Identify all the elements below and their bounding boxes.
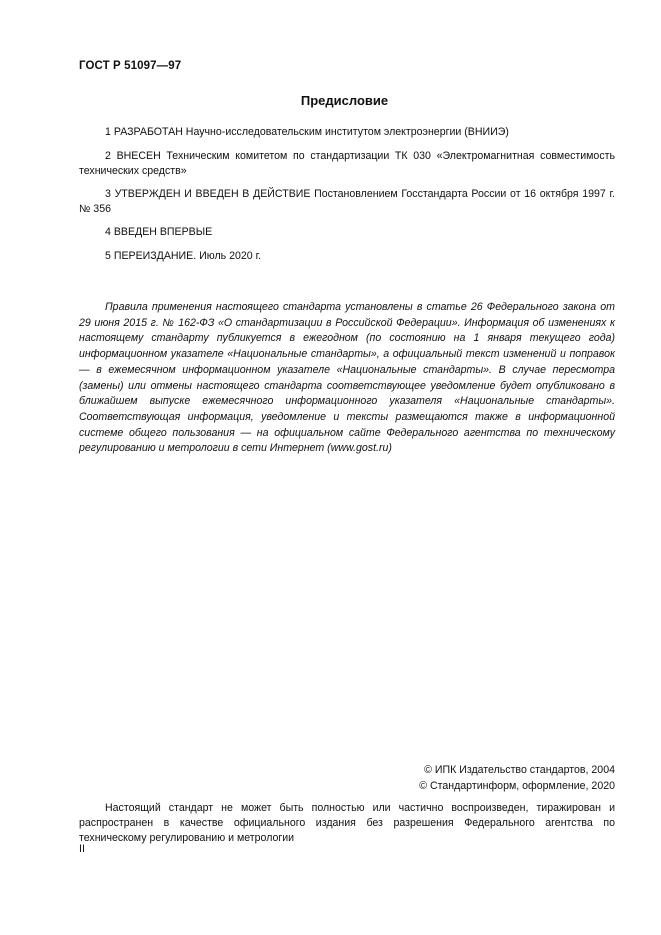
copyright-standartinform: © Стандартинформ, оформление, 2020 (419, 780, 615, 792)
page-title-text: Предисловие (300, 93, 389, 108)
preface-item-4: 4 ВВЕДЕН ВПЕРВЫЕ (105, 226, 213, 238)
preface-item-5: 5 ПЕРЕИЗДАНИЕ. Июль 2020 г. (105, 250, 262, 262)
standard-code-header: ГОСТ Р 51097—97 (79, 60, 182, 72)
preface-item-1: 1 РАЗРАБОТАН Научно-исследовательским институтом электроэнергии (ВНИИЭ) (105, 126, 509, 138)
preface-item-2: 2 ВНЕСЕН Техническим комитетом по стандартизации ТК 030 «Электромагнитная совместимость технических средств» (79, 150, 615, 177)
page-title (0, 93, 661, 108)
application-rules-notice: Правила применения настоящего стандарта установлены в статье 26 Федерального закона от 29 июня 2015 г. № 162-ФЗ «О стандартизации в Российской Федерации». Информация об изменениях к настоящему стандарту публикуется в ежегодном (по состоянию на 1 января текущего года) информационном указателе «Национальные стандарты», а официальный текст изменений и поправок — в ежемесячном информационном указателе «Национальные стандарты». В случае пересмотра (замены) или отмены настоящего стандарта соответствующее уведомление будет опубликовано в ближайшем выпуске ежемесячного информационного указателя «Национальные стандарты». Соответствующая информация, уведомление и тексты размещаются также в информационной системе общего пользования — на официальном сайте Федерального агентства по техническому регулированию и метрологии в сети Интернет (www.gost.ru) (79, 301, 615, 455)
preface-item-3: 3 УТВЕРЖДЕН И ВВЕДЕН В ДЕЙСТВИЕ Постановлением Госстандарта России от 16 октября 1997 г. № 356 (79, 188, 615, 215)
copyright-ipk: © ИПК Издательство стандартов, 2004 (424, 764, 615, 776)
page-number: II (79, 843, 85, 855)
reproduction-notice: Настоящий стандарт не может быть полностью или частично воспроизведен, тиражирован и распространен в качестве официального издания без разрешения Федерального агентства по техническому регулированию и метрологии (79, 802, 615, 844)
